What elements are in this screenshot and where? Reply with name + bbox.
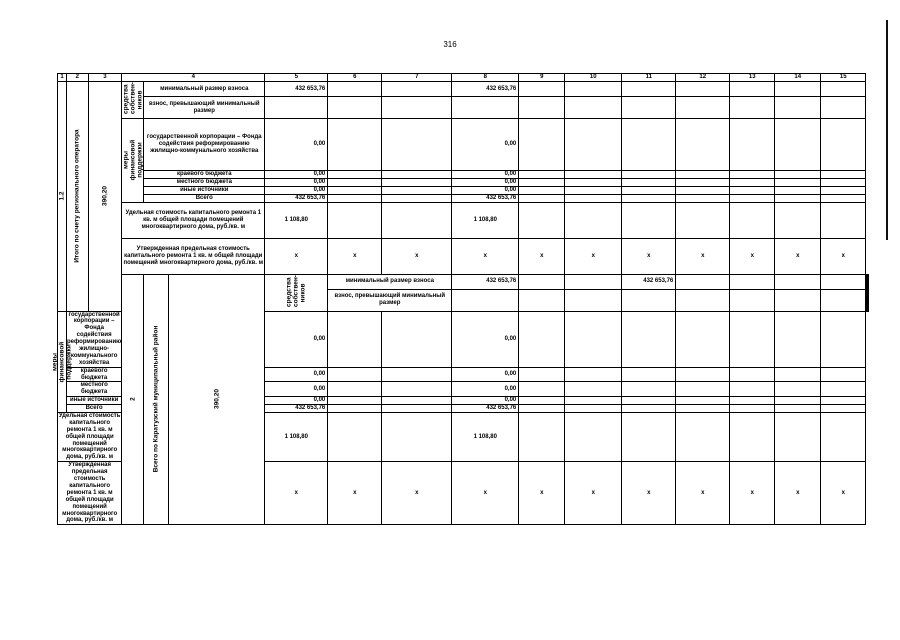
x-mark: x <box>382 238 452 274</box>
table-row <box>58 194 869 202</box>
table-row <box>58 202 869 238</box>
x-mark: x <box>382 462 452 525</box>
row-label: иные источники <box>67 397 122 405</box>
block-area: 390,20 <box>169 274 265 525</box>
cell-value: 1 108,80 <box>265 413 328 462</box>
col-header-9: 9 <box>519 74 565 82</box>
col-header-13: 13 <box>730 74 775 82</box>
cell-value: 1 108,80 <box>452 202 519 238</box>
cell-value: 0,00 <box>452 367 519 382</box>
x-mark: x <box>730 462 775 525</box>
row-label: минимальный размер взноса <box>144 82 265 97</box>
table-row <box>58 274 869 289</box>
cell-value: 0,00 <box>265 382 328 397</box>
col-header-14: 14 <box>775 74 821 82</box>
cell-value: 0,00 <box>452 119 519 171</box>
cell-value: 432 653,76 <box>265 405 328 413</box>
owners-funds-label: средства собствен-ников <box>265 274 328 311</box>
block-area: 390,20 <box>88 82 122 312</box>
x-mark: x <box>676 462 730 525</box>
col-header-6: 6 <box>328 74 382 82</box>
table-row <box>58 171 869 179</box>
cell-value: 0,00 <box>265 397 328 405</box>
row-label: государственной корпорации – Фонда содействия реформированию жилищно-коммунального хозяйства <box>67 311 122 366</box>
block-number: 2 <box>122 274 144 525</box>
row-label: Всего <box>144 194 265 202</box>
cell-value: 432 653,76 <box>265 82 328 97</box>
block-number: 1.2 <box>58 82 67 312</box>
row-label: краевого бюджета <box>144 171 265 179</box>
page-number: 316 <box>443 40 457 49</box>
x-mark: x <box>821 238 866 274</box>
row-label: краевого бюджета <box>67 367 122 382</box>
col-header-4: 4 <box>122 74 265 82</box>
col-header-3: 3 <box>88 74 122 82</box>
support-measures-label: меры финансовой поддержки <box>58 311 67 412</box>
x-mark: x <box>622 238 676 274</box>
x-mark: x <box>565 462 622 525</box>
x-mark: x <box>775 238 821 274</box>
x-mark: x <box>519 462 565 525</box>
cell-value: 0,00 <box>452 186 519 194</box>
row-label: Удельная стоимость капитального ремонта 1 кв. м общей площади помещений многоквартирного дома, руб./кв. м <box>122 202 265 238</box>
cell-value: 0,00 <box>265 311 328 367</box>
col-header-8: 8 <box>452 74 519 82</box>
x-mark: x <box>265 462 328 525</box>
row-label: взнос, превышающий минимальный размер <box>144 97 265 119</box>
table-row <box>58 238 869 274</box>
x-mark: x <box>328 238 382 274</box>
cell-value: 1 108,80 <box>265 202 328 238</box>
table-row <box>58 82 869 97</box>
row-label: Утвержденная предельная стоимость капитального ремонта 1 кв. м общей площади помещений многоквартирного дома, руб./кв. м <box>122 238 265 274</box>
col-header-1: 1 <box>58 74 67 82</box>
column-number-row <box>58 74 869 82</box>
row-label: Утвержденная предельная стоимость капитального ремонта 1 кв. м общей площади помещений многоквартирного дома, руб./кв. м <box>58 462 122 525</box>
col-header-7: 7 <box>382 74 452 82</box>
cell-value: 0,00 <box>265 171 328 179</box>
capital-repair-table <box>51 73 869 525</box>
x-mark: x <box>622 462 676 525</box>
cell-value: 0,00 <box>452 382 519 397</box>
cell-value: 432 653,76 <box>265 194 328 202</box>
x-mark: x <box>452 238 519 274</box>
x-mark: x <box>821 462 866 525</box>
row-label: минимальный размер взноса <box>328 274 452 289</box>
col-header-2: 2 <box>67 74 89 82</box>
table-row <box>58 186 869 194</box>
cell-value: 0,00 <box>452 311 519 367</box>
col-header-5: 5 <box>265 74 328 82</box>
row-label: местного бюджета <box>144 178 265 186</box>
cell-value: 0,00 <box>265 119 328 171</box>
col-header-12: 12 <box>676 74 730 82</box>
row-label: Удельная стоимость капитального ремонта 1 кв. м общей площади помещений многоквартирного дома, руб./кв. м <box>58 413 121 461</box>
support-measures-label: меры финансовой поддержки <box>122 119 144 203</box>
row-label: местного бюджета <box>67 382 122 397</box>
cell-value: 0,00 <box>452 397 519 405</box>
x-mark: x <box>565 238 622 274</box>
cell-value: 432 653,76 <box>452 274 519 289</box>
cell-value: 432 653,76 <box>452 194 519 202</box>
col-header-15: 15 <box>821 74 866 82</box>
row-label: взнос, превышающий минимальный размер <box>328 289 452 311</box>
x-mark: x <box>519 238 565 274</box>
cell-value: 0,00 <box>452 178 519 186</box>
block-title: Всего по Каратузский муниципальный район <box>144 274 169 525</box>
cell-value: 0,00 <box>265 186 328 194</box>
x-mark: x <box>265 238 328 274</box>
scan-edge-line <box>886 20 888 240</box>
x-mark: x <box>452 462 519 525</box>
cell-value: 0,00 <box>265 367 328 382</box>
row-label: Всего <box>67 405 122 413</box>
table-row <box>58 119 869 171</box>
cell-value: 0,00 <box>265 178 328 186</box>
owners-funds-label: средства собствен-ников <box>122 82 144 119</box>
block-title: Итого по счету регионального оператора <box>67 82 89 312</box>
table-row <box>58 97 869 119</box>
x-mark: x <box>676 238 730 274</box>
row-label: иные источники <box>144 186 265 194</box>
cell-value: 432 653,76 <box>452 405 519 413</box>
table-row <box>58 178 869 186</box>
x-mark: x <box>328 462 382 525</box>
x-mark: x <box>730 238 775 274</box>
col-header-11: 11 <box>622 74 676 82</box>
cell-value: 432 653,76 <box>452 82 519 97</box>
cell-value: 1 108,80 <box>452 413 519 462</box>
col-header-10: 10 <box>565 74 622 82</box>
row-label: государственной корпорации – Фонда содействия реформированию жилищно-коммунального хозяйства <box>144 119 265 171</box>
cell-value: 0,00 <box>452 171 519 179</box>
cell-value: 432 653,76 <box>622 274 676 289</box>
x-mark: x <box>775 462 821 525</box>
